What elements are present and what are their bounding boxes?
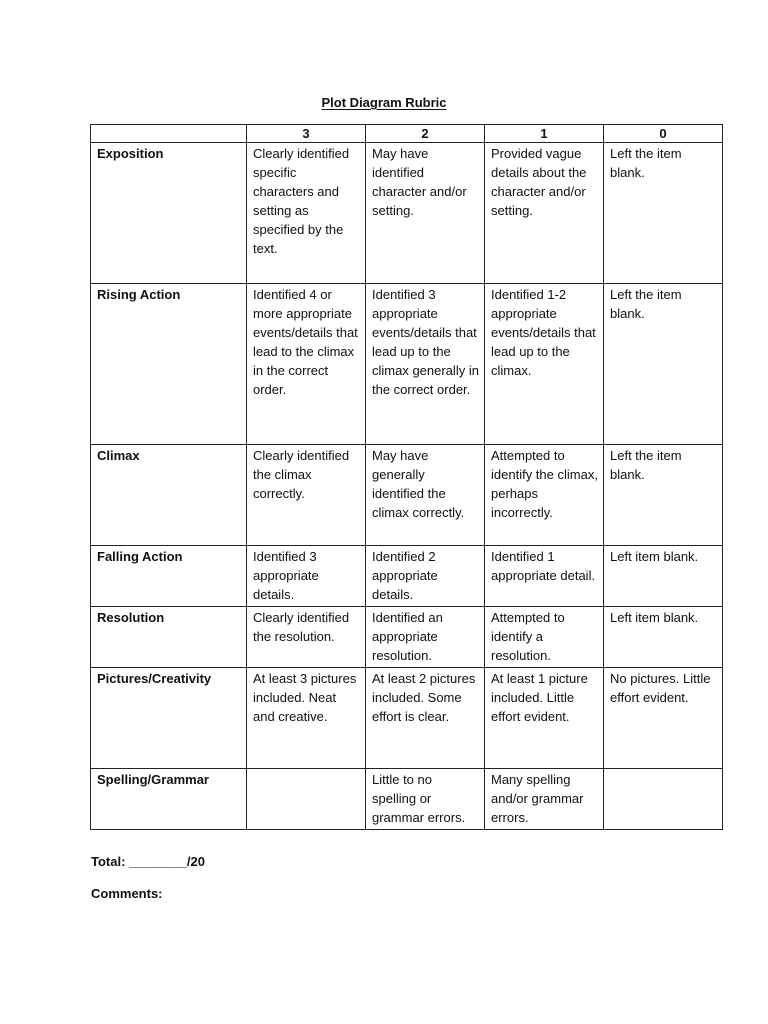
criterion-label: Resolution xyxy=(91,607,247,668)
rubric-cell: Identified 3 appropriate events/details that lead up to the climax generally in the correct order. xyxy=(366,284,485,445)
total-line: Total: ________/20 xyxy=(91,854,205,869)
rubric-cell xyxy=(604,769,723,830)
rubric-cell: At least 3 pictures included. Neat and creative. xyxy=(247,668,366,769)
rubric-cell: Attempted to identify the climax, perhaps incorrectly. xyxy=(485,445,604,546)
criterion-label: Climax xyxy=(91,445,247,546)
rubric-cell: At least 1 picture included. Little effort evident. xyxy=(485,668,604,769)
table-row xyxy=(91,284,723,445)
rubric-cell: Left the item blank. xyxy=(604,143,723,284)
comments-label: Comments: xyxy=(91,886,163,901)
criterion-label: Spelling/Grammar xyxy=(91,769,247,830)
header-score-1: 1 xyxy=(485,125,604,143)
rubric-table xyxy=(90,124,723,830)
header-score-0: 0 xyxy=(604,125,723,143)
criterion-label: Exposition xyxy=(91,143,247,284)
rubric-cell: At least 2 pictures included. Some effort is clear. xyxy=(366,668,485,769)
rubric-cell: Clearly identified specific characters and setting as specified by the text. xyxy=(247,143,366,284)
criterion-label: Pictures/Creativity xyxy=(91,668,247,769)
rubric-cell: May have identified character and/or setting. xyxy=(366,143,485,284)
header-score-2: 2 xyxy=(366,125,485,143)
table-row xyxy=(91,668,723,769)
page-title: Plot Diagram Rubric xyxy=(321,95,447,110)
table-row xyxy=(91,143,723,284)
table-row xyxy=(91,546,723,607)
rubric-cell: Clearly identified the resolution. xyxy=(247,607,366,668)
rubric-cell: Identified 1 appropriate detail. xyxy=(485,546,604,607)
rubric-cell: No pictures. Little effort evident. xyxy=(604,668,723,769)
rubric-cell: Attempted to identify a resolution. xyxy=(485,607,604,668)
rubric-cell: Identified an appropriate resolution. xyxy=(366,607,485,668)
rubric-cell: May have generally identified the climax correctly. xyxy=(366,445,485,546)
rubric-cell: Identified 1-2 appropriate events/details that lead up to the climax. xyxy=(485,284,604,445)
rubric-cell: Left the item blank. xyxy=(604,445,723,546)
rubric-cell: Little to no spelling or grammar errors. xyxy=(366,769,485,830)
header-score-3: 3 xyxy=(247,125,366,143)
rubric-cell: Left item blank. xyxy=(604,607,723,668)
rubric-cell: Many spelling and/or grammar errors. xyxy=(485,769,604,830)
rubric-cell: Clearly identified the climax correctly. xyxy=(247,445,366,546)
rubric-cell: Identified 3 appropriate details. xyxy=(247,546,366,607)
rubric-cell: Left the item blank. xyxy=(604,284,723,445)
table-row xyxy=(91,445,723,546)
rubric-cell: Identified 4 or more appropriate events/details that lead to the climax in the correct order. xyxy=(247,284,366,445)
rubric-cell xyxy=(247,769,366,830)
table-row xyxy=(91,607,723,668)
rubric-cell: Left item blank. xyxy=(604,546,723,607)
criterion-label: Rising Action xyxy=(91,284,247,445)
rubric-cell: Identified 2 appropriate details. xyxy=(366,546,485,607)
rubric-cell: Provided vague details about the character and/or setting. xyxy=(485,143,604,284)
header-row xyxy=(91,125,723,143)
table-row xyxy=(91,769,723,830)
criterion-label: Falling Action xyxy=(91,546,247,607)
header-blank-cell xyxy=(91,125,247,143)
